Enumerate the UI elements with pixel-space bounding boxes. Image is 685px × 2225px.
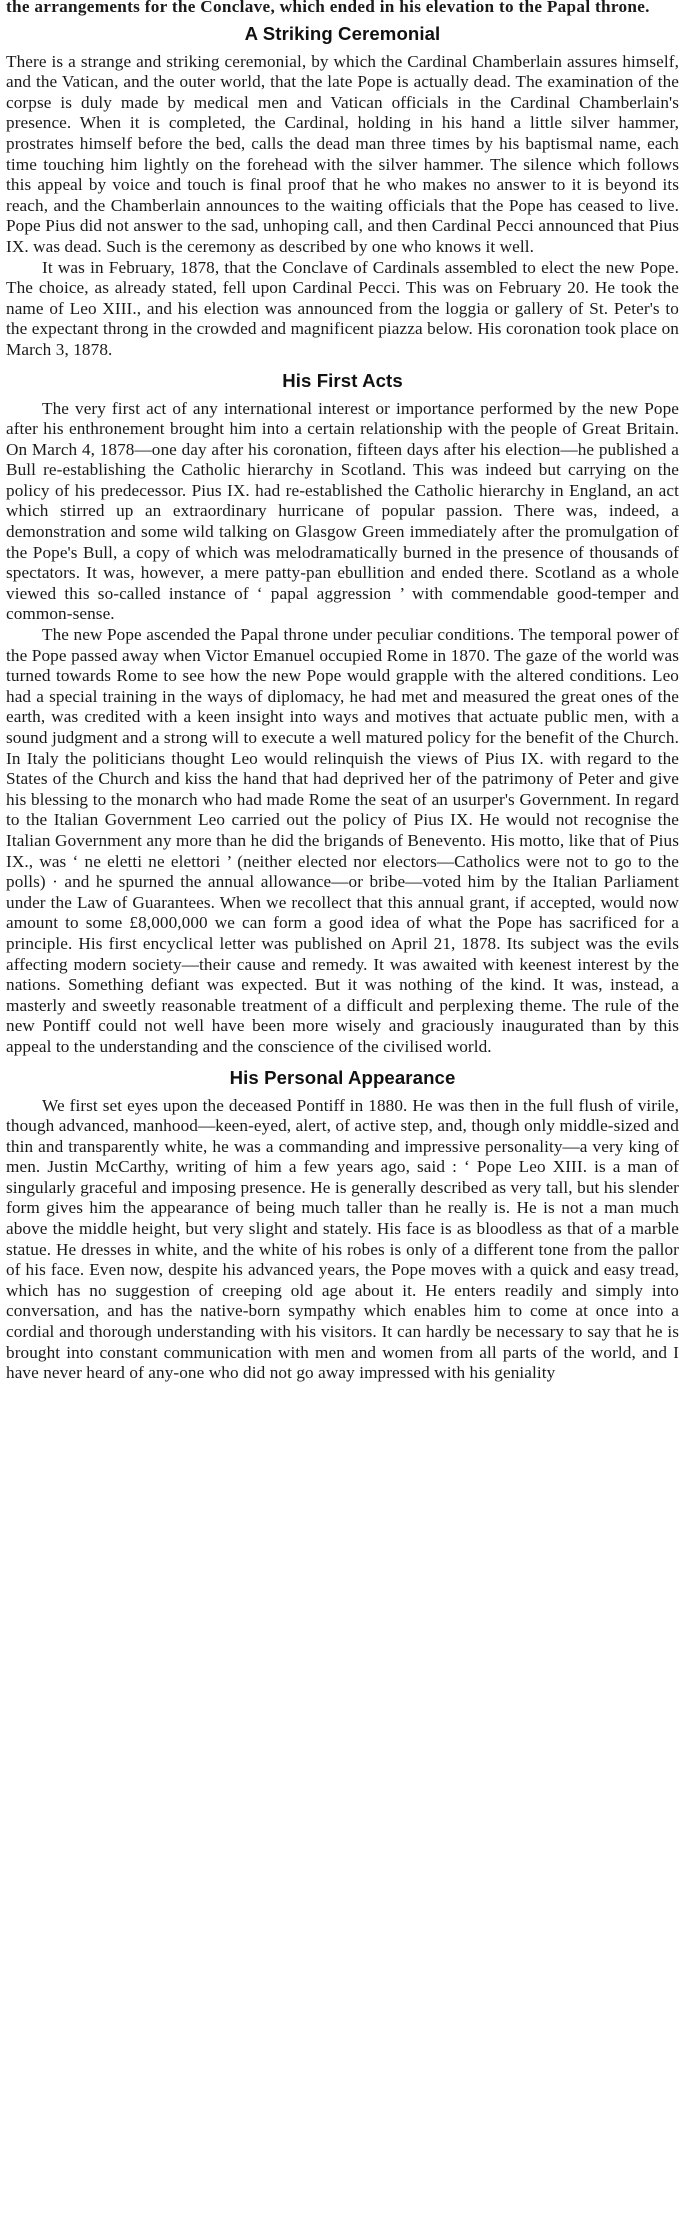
intro-text: the arrangements for the Conclave, which ended in his elevation to the Papal throne. [6,0,650,16]
paragraph: The very first act of any international interest or importance performed by the new Pope after his enthronement brought him into a certain relationship with the people of Great Britain. On March 4, 1878—one day after his coronation, fifteen days after his election—he published a Bull re-establishing the Catholic hierarchy in Scotland. This was indeed but carrying on the policy of his predecessor. Pius IX. had re-established the Catholic hierarchy in England, an act which stirred up an extraordinary hurricane of popular passion. There was, indeed, a demonstration and some wild talking on Glasgow Green immediately after the promulgation of the Pope's Bull, a copy of which was melodramatically burned in the presence of thousands of spectators. It was, however, a mere patty-pan ebullition and ended there. Scotland as a whole viewed this so-called instance of ‘ papal aggression ’ with commendable good-temper and common-sense. [6,398,679,624]
paragraph: The new Pope ascended the Papal throne under peculiar conditions. The temporal power of the Pope passed away when Victor Emanuel occupied Rome in 1870. The gaze of the world was turned towards Rome to see how the new Pope would grapple with the altered conditions. Leo had a special training in the ways of diplomacy, he had met and measured the great ones of the earth, was credited with a keen insight into ways and motives that actuate public men, with a sound judgment and a strong will to execute a well matured policy for the benefit of the Church. In Italy the politicians thought Leo would relinquish the views of Pius IX. with regard to the States of the Church and kiss the hand that had deprived her of the patrimony of Peter and give his blessing to the monarch who had made Rome the seat of an usurper's Government. In regard to the Italian Government Leo carried out the policy of Pius IX. He would not recognise the Italian Government any more than he did the brigands of Benevento. His motto, like that of Pius IX., was ‘ ne eletti ne elettori ’ (neither elected nor electors—Catholics were not to go to the polls) · and he spurned the annual allowance—or bribe—voted him by the Italian Parliament under the Law of Guarantees. When we recollect that this annual grant, if accepted, would now amount to some £8,000,000 we can form a good idea of what the Pope has sacrificed for a principle. His first encyclical letter was published on April 21, 1878. Its subject was the evils affecting modern society—their cause and remedy. It was awaited with keenest interest by the nations. Something defiant was expected. But it was nothing of the kind. It was, instead, a masterly and sweetly reasonable treatment of a difficult and perplexing theme. The rule of the new Pontiff could not well have been more wisely and graciously inaugurated than by this appeal to the understanding and the conscience of the civilised world. [6,625,679,1056]
section-heading: His First Acts [282,369,403,391]
section-striking-ceremonial [6,18,679,361]
section-heading: A Striking Ceremonial [244,22,441,44]
paragraph: We first set eyes upon the deceased Pontiff in 1880. He was then in the full flush of virile, though advanced, manhood—keen-eyed, alert, of active step, and, though only middle-sized and thin and transparently white, he was a commanding and impressive personality—a very king of men. Justin McCarthy, writing of him a few years ago, said : ‘ Pope Leo XIII. is a man of singularly graceful and imposing presence. He is generally described as very tall, but his slender form gives him the appearance of being much taller than he really is. He is not a man much above the middle height, but very slight and stately. His face is as bloodless as that of a marble statue. He dresses in white, and the white of his robes is only of a different tone from the pallor of his face. Even now, despite his advanced years, the Pope moves with a quick and easy tread, which has no suggestion of creeping old age about it. He enters readily and simply into conversation, and has the native-born sympathy which enables him to come at once into a cordial and thorough understanding with his visitors. It can hardly be necessary to say that he is brought into constant communication with men and women from all parts of the world, and I have never heard of any-one who did not go away impressed with his geniality [6,1095,679,1383]
paragraph: There is a strange and striking ceremonial, by which the Cardinal Chamberlain assures himself, and the Vatican, and the outer world, that the late Pope is actually dead. The examination of the corpse is duly made by medical men and Vatican officials in the Cardinal Chamberlain's presence. When it is completed, the Cardinal, holding in his hand a little silver hammer, prostrates himself before the bed, calls the dead man three times by his baptismal name, each time touching him lightly on the forehead with the silver hammer. The silence which follows this appeal by voice and touch is final proof that he who makes no answer to it is beyond its reach, and the Chamberlain announces to the waiting officials that the Pope has ceased to live. Pope Pius did not answer to the sad, unhoping call, and then Cardinal Pecci announced that Pius IX. was dead. Such is the ceremony as described by one who knows it well. [6,51,679,256]
section-first-acts [6,361,679,1058]
section-personal-appearance [6,1058,679,1384]
section-heading: His Personal Appearance [229,1066,456,1088]
paragraph: It was in February, 1878, that the Conclave of Cardinals assembled to elect the new Pope. The choice, as already stated, fell upon Cardinal Pecci. This was on February 20. He took the name of Leo XIII., and his election was announced from the loggia or gallery of St. Peter's to the expectant throng in the crowded and magnificent piazza below. His coronation took place on March 3, 1878. [6,257,679,359]
